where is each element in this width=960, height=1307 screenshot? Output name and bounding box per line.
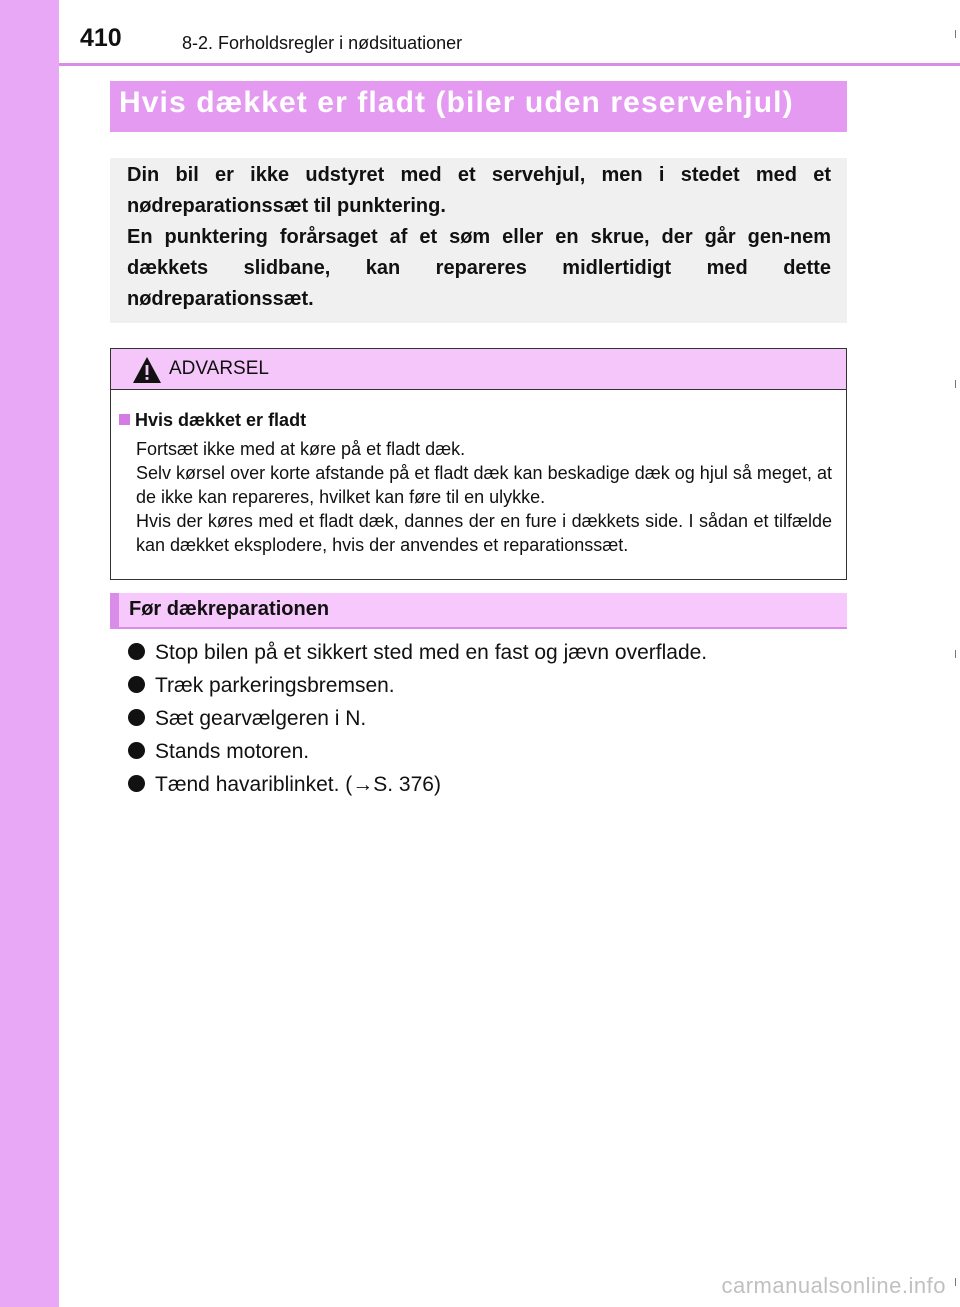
title-bar	[110, 81, 847, 132]
warning-header	[111, 349, 846, 390]
warning-title: ADVARSEL	[169, 358, 269, 379]
bullet-dot-icon	[128, 742, 145, 759]
header-rule	[59, 63, 960, 66]
warning-subheading	[119, 410, 306, 431]
list-item-text: Tænd havariblinket. (→S. 376)	[155, 773, 441, 796]
section-underline	[110, 627, 847, 629]
intro-paragraph-2: En punktering forårsaget af et søm eller en skrue, der går gen-nem dækkets slidbane, kan repareres midlertidigt med dette nødreparationssæt.	[127, 226, 831, 310]
footer-watermark: carmanualsonline.info	[721, 1273, 946, 1298]
section-heading-bar	[110, 593, 847, 629]
page-title: Hvis dækket er fladt (biler uden reservehjul)	[119, 86, 794, 119]
warning-triangle-icon	[132, 356, 162, 389]
section-accent	[110, 593, 119, 629]
list-item-text: Stands motoren.	[155, 740, 310, 763]
warning-text	[136, 437, 832, 557]
square-bullet-icon	[119, 414, 130, 425]
list-item-text: Træk parkeringsbremsen.	[155, 674, 395, 697]
bullet-dot-icon	[128, 676, 145, 693]
list-item-text: Sæt gearvælgeren i N.	[155, 707, 367, 730]
list-item-text: Stop bilen på et sikkert sted med en fast og jævn overflade.	[155, 641, 708, 664]
warning-box	[110, 348, 847, 580]
list-item	[128, 735, 707, 768]
bullet-dot-icon	[128, 775, 145, 792]
crop-mark	[955, 30, 956, 38]
list-item	[128, 768, 707, 801]
section-title: Før dækreparationen	[129, 598, 330, 620]
warning-paragraph: Fortsæt ikke med at køre på et fladt dæk.	[136, 439, 466, 459]
section-path: 8-2. Forholdsregler i nødsituationer	[182, 33, 463, 53]
crop-mark	[955, 380, 956, 388]
warning-paragraph: Selv kørsel over korte afstande på et fladt dæk kan beskadige dæk og hjul så meget, at de ikke kan repareres, hvilket kan føre til en ulykke.	[136, 463, 832, 507]
warning-paragraph: Hvis der køres med et fladt dæk, dannes der en fure i dækkets side. I sådan et tilfælde kan dækket eksplodere, hvis der anvendes et reparationssæt.	[136, 511, 832, 555]
list-item	[128, 702, 707, 735]
intro-paragraph-1: Din bil er ikke udstyret med et servehjul, men i stedet med et nødreparationssæt til punktering.	[127, 164, 831, 217]
list-item	[128, 669, 707, 702]
bullet-dot-icon	[128, 643, 145, 660]
crop-mark	[955, 650, 956, 658]
list-item	[128, 636, 707, 669]
crop-mark	[955, 1278, 956, 1286]
intro-box	[110, 158, 847, 323]
side-strip	[0, 0, 59, 1307]
page-number: 410	[80, 24, 122, 52]
bullet-dot-icon	[128, 709, 145, 726]
warning-subheading-text: Hvis dækket er fladt	[135, 410, 307, 430]
step-list	[128, 636, 707, 801]
